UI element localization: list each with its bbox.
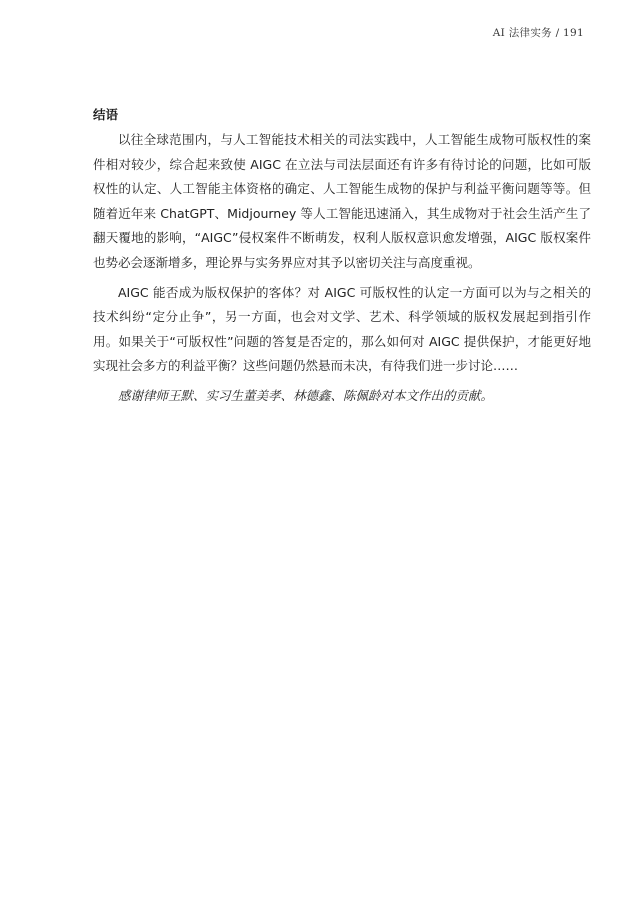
- body-paragraph-2: AIGC 能否成为版权保护的客体？对 AIGC 可版权性的认定一方面可以为与之相关的技术纠纷“定分止争”，另一方面，也会对文学、艺术、科学领域的版权发展起到指引作用。如果关于“可版权性”问题的答复是否定的，那么如何对 AIGC 提供保护，才能更好地实现社会多方的利益平衡？这些问题仍然悬而未决，有待我们进一步讨论……: [93, 284, 591, 374]
- body-paragraph-1: 以往全球范围内，与人工智能技术相关的司法实践中，人工智能生成物可版权性的案件相对较少，综合起来致使 AIGC 在立法与司法层面还有许多有待讨论的问题，比如可版权性的认定、人工智能主体资格的确定、人工智能生成物的保护与利益平衡问题等等。但随着近年来 ChatGPT、Midjourney 等人工智能迅速涌入，其生成物对于社会生活产生了翻天覆地的影响，“AIGC”侵权案件不断萌发，权利人版权意识愈发增强，AIGC 版权案件也势必会逐渐增多，理论界与实务界应对其予以密切关注与高度重视。: [93, 132, 591, 270]
- section-heading: 结语: [93, 107, 119, 122]
- page-content: [93, 103, 591, 409]
- acknowledgement-note: 感谢律师王默、实习生董美孝、林德鑫、陈佩龄对本文作出的贡献。: [118, 387, 494, 403]
- running-header: AI 法律实务 / 191: [492, 27, 584, 39]
